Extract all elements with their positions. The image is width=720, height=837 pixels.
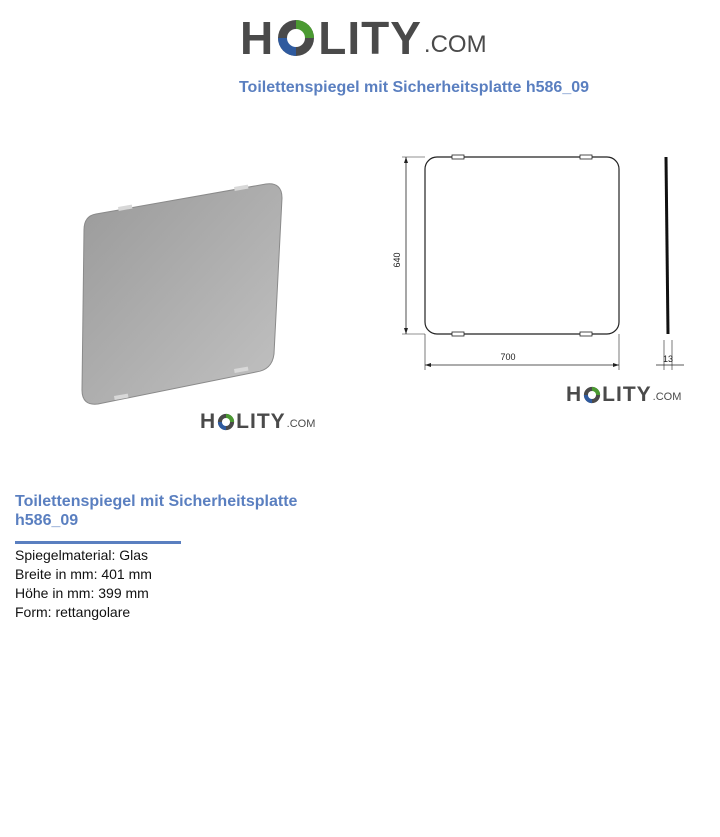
depth-label: 13 <box>662 354 674 364</box>
spec-list <box>15 546 152 622</box>
holity-logo-small-drawing <box>566 383 681 407</box>
product-title: Toilettenspiegel mit Sicherheitsplatte h586_09 <box>15 493 298 529</box>
logo-text-left: H <box>566 383 583 406</box>
logo-text-right: LITY <box>318 12 422 64</box>
logo-domain: .COM <box>652 391 682 403</box>
logo-o-icon <box>217 413 235 431</box>
spec-width: Breite in mm: 401 mm <box>15 566 152 582</box>
holity-logo[interactable] <box>240 10 487 66</box>
logo-o-icon <box>583 386 601 404</box>
logo-domain: .COM <box>286 418 316 430</box>
logo-text-left: H <box>240 12 275 64</box>
height-label: 640 <box>392 252 402 268</box>
logo-domain: .COM <box>423 31 487 58</box>
logo-o-icon <box>276 18 316 58</box>
logo-text-right: LITY <box>602 383 652 406</box>
logo-text-right: LITY <box>236 410 286 433</box>
width-label: 700 <box>500 352 516 362</box>
product-photo <box>74 174 290 414</box>
holity-logo-small <box>200 410 315 434</box>
page-title: Toilettenspiegel mit Sicherheitsplatte h586_09 <box>238 79 590 96</box>
technical-drawing <box>392 148 692 376</box>
spec-height: Höhe in mm: 399 mm <box>15 585 149 601</box>
spec-material: Spiegelmaterial: Glas <box>15 547 149 563</box>
spec-shape: Form: rettangolare <box>15 604 131 620</box>
logo-text-left: H <box>200 410 217 433</box>
title-divider <box>15 541 181 544</box>
